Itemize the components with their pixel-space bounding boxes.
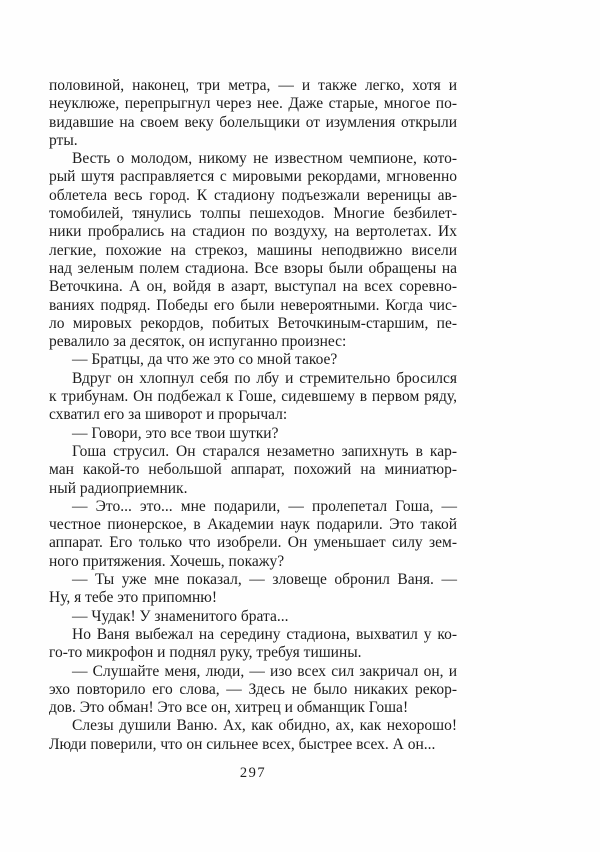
text-line: Вдруг он хлопнул себя по лбу и стремительно бросился [72,369,457,387]
text-block [49,77,457,754]
text-line: честное пионерское, в Академии наук подарили. Это такой [49,516,457,534]
text-line: — Ты уже мне показал, — зловеще обронил Ваня. — [72,571,457,589]
text-line: половиной, наконец, три метра, — и также легко, хотя и [49,77,457,94]
text-line: — Это... это... мне подарили, — пролепетал Гоша, — [72,497,457,515]
text-line: ревалило за десяток, он испуганно произнес: [49,333,347,351]
text-line: Весть о молодом, никому не известном чемпионе, кото- [72,150,457,168]
text-line: Ну, я тебе это припомню! [49,589,218,607]
text-line: аппарат. Его только что изобрели. Он уменьшает силу зем- [49,534,457,552]
text-line: ники пробрались на стадион по воздуху, на вертолетах. Их [49,223,457,241]
text-line: — Говори, это все твои шутки? [72,424,279,442]
page-number: 297 [239,765,267,781]
text-line: Люди поверили, что он сильнее всех, быстрее всех. А он... [49,735,436,753]
text-line: Гоша струсил. Он старался незаметно запихнуть в кар- [72,442,457,460]
text-line: рый шутя расправляется с мировыми рекордами, мгновенно [49,168,457,186]
text-line: го-то микрофон и поднял руку, требуя тишины. [49,644,362,662]
text-line: — Слушайте меня, люди, — изо всех сил закричал он, и [72,662,457,680]
text-line: ный радиоприемник. [49,479,188,497]
text-line: дов. Это обман! Это все он, хитрец и обманщик Гоша! [49,699,409,717]
text-line: — Братцы, да что же это со мной такое? [72,351,338,369]
text-line: — Чудак! У знаменитого брата... [72,607,289,625]
text-line: Слезы душили Ваню. Ах, как обидно, ах, как нехорошо! [72,717,457,735]
text-line: схватил его за шиворот и прорычал: [49,406,288,424]
text-line: к трибунам. Он подбежал к Гоше, сидевшему в первом ряду, [49,388,457,406]
text-line: Но Ваня выбежал на середину стадиона, выхватил у ко- [72,625,457,643]
text-line: над зеленым полем стадиона. Все взоры были обращены на [49,259,457,277]
text-line: Веточкина. А он, войдя в азарт, выступал на всех соревно- [49,278,457,296]
text-line: рты. [49,131,78,149]
text-line: неуклюже, перепрыгнул через нее. Даже старые, многое по- [49,95,457,113]
text-line: эхо повторило его слова, — Здесь не было никаких рекор- [49,680,457,698]
text-line: облетела весь город. К стадиону подъезжали вереницы ав- [49,186,457,204]
text-line: видавшие на своем веку болельщики от изумления открыли [49,113,457,131]
text-line: ваниях подряд. Победы его были невероятными. Когда чис- [49,296,457,314]
text-line: томобилей, тянулись толпы пешеходов. Многие безбилет- [49,205,457,223]
text-line: ло мировых рекордов, побитых Веточкиным-старшим, пе- [49,314,457,332]
text-line: легкие, похожие на стрекоз, машины неподвижно висели [49,241,457,259]
text-line: ман какой-то небольшой аппарат, похожий на миниатюр- [49,461,457,479]
text-line: ного притяжения. Хочешь, покажу? [49,552,285,570]
